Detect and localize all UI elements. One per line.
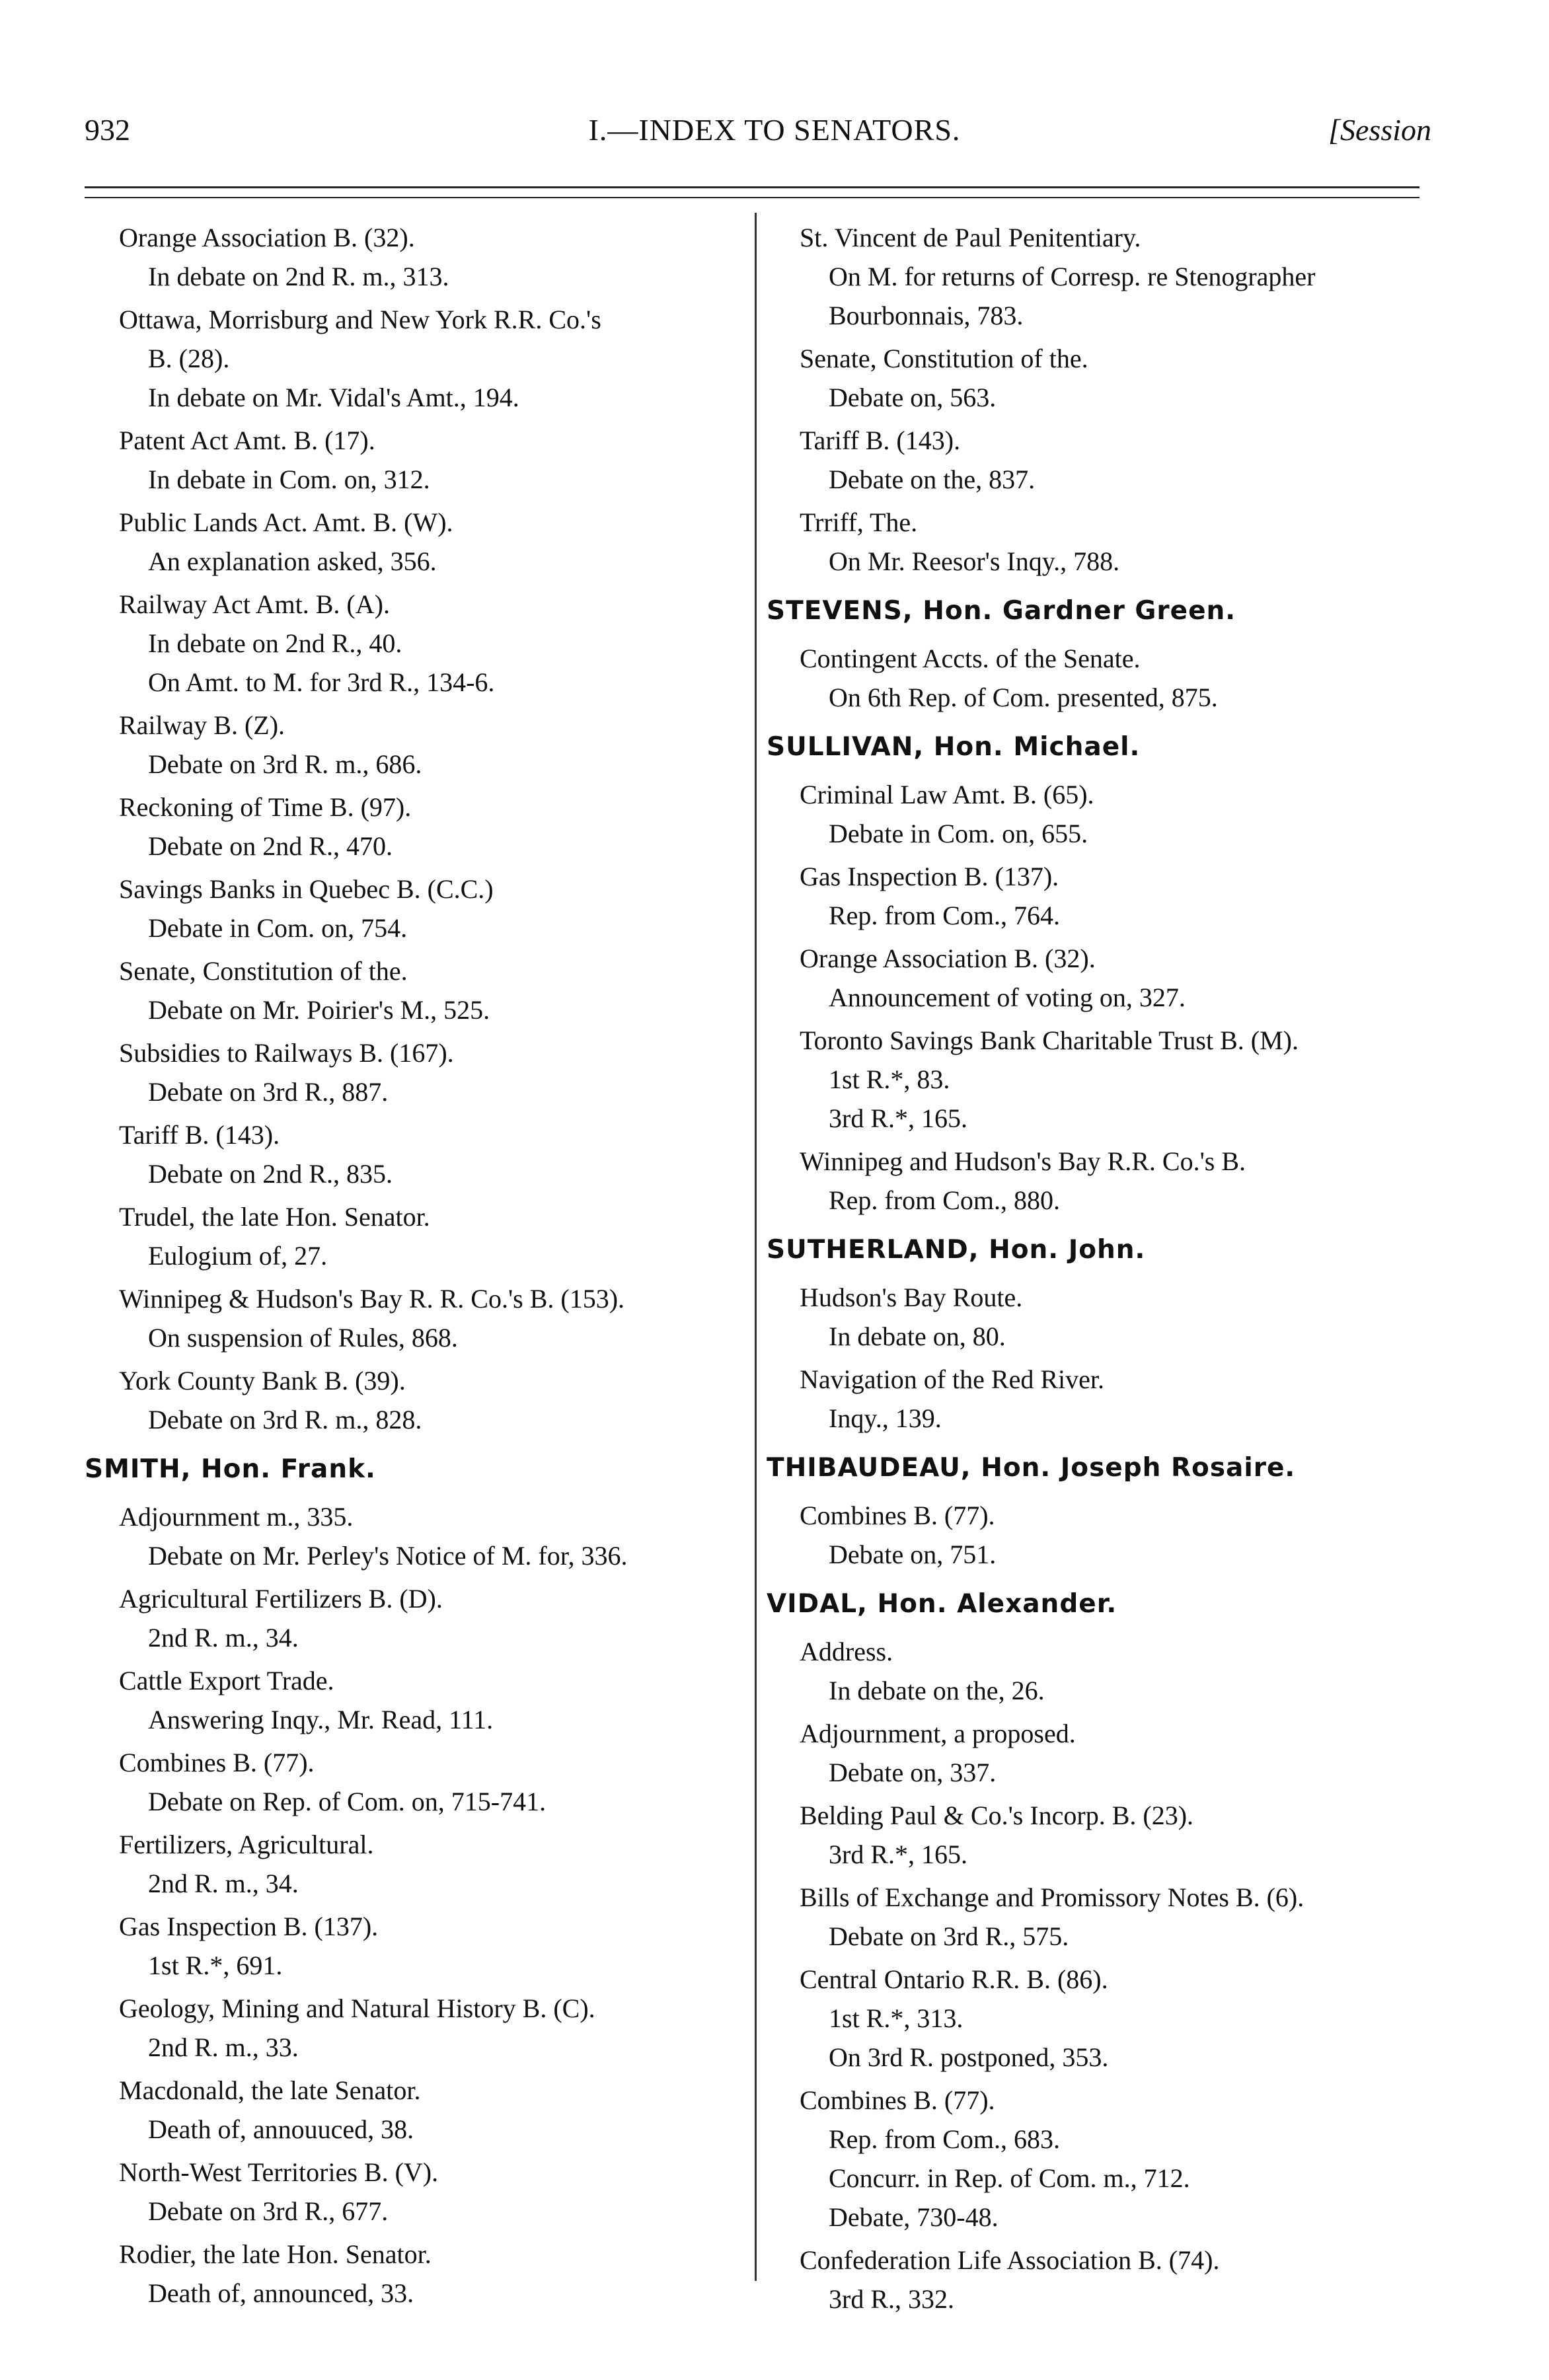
entry-subject: Senate, Constitution of the. [800,344,1088,373]
entry-reference: Inqy., 139. [829,1403,942,1433]
index-entry [765,503,1419,581]
entry-subject: Patent Act Amt. B. (17). [119,426,375,455]
entry-reference: Bourbonnais, 783. [829,301,1024,330]
left-column [85,218,742,2317]
index-entry [85,585,742,702]
entry-subject: Trriff, The. [800,507,918,537]
entry-subject: Winnipeg and Hudson's Bay R.R. Co.'s B. [800,1146,1246,1176]
entry-subject: Trudel, the late Hon. Senator. [119,1202,430,1232]
index-entry [85,1361,742,1439]
entry-reference: Rep. from Com., 683. [829,2124,1060,2154]
senator-heading: SMITH, Hon. Frank. [85,1454,376,1484]
entry-reference: In debate on, 80. [829,1321,1006,1351]
entry-reference: Debate on, 751. [829,1540,997,1569]
index-entry [765,218,1419,335]
entry-subject: Adjournment m., 335. [119,1502,354,1532]
entry-subject: Subsidies to Railways B. (167). [119,1038,454,1068]
index-entry [85,951,742,1029]
header-rule-bottom [85,197,1419,198]
entry-subject: Orange Association B. (32). [119,223,415,252]
index-entry [85,1989,742,2067]
senator-heading: SULLIVAN, Hon. Michael. [767,732,1141,762]
index-entry [765,2241,1419,2319]
entry-reference: 1st R.*, 313. [829,2003,963,2033]
entry-subject: Geology, Mining and Natural History B. (C). [119,1993,595,2023]
entry-subject: St. Vincent de Paul Penitentiary. [800,223,1141,252]
entry-reference: Debate on 3rd R., 677. [148,2196,389,2226]
entry-reference: Debate on 3rd R. m., 686. [148,749,422,779]
entry-reference: Debate on Rep. of Com. on, 715-741. [148,1787,547,1816]
senator-heading: STEVENS, Hon. Gardner Green. [767,596,1236,626]
page-header [0,112,1549,152]
entry-reference: B. (28). [148,344,230,373]
entry-reference: 2nd R. m., 34. [148,1869,299,1898]
entry-reference: Concurr. in Rep. of Com. m., 712. [829,2163,1190,2193]
index-entry [85,706,742,784]
index-entry [765,2081,1419,2237]
index-entry [85,1197,742,1275]
index-entry [85,788,742,866]
entry-reference: Death of, announced, 33. [148,2278,414,2308]
index-entry [765,639,1419,717]
entry-subject: Belding Paul & Co.'s Incorp. B. (23). [800,1801,1194,1830]
index-entry [85,1033,742,1111]
entry-subject: Agricultural Fertilizers B. (D). [119,1584,443,1614]
entry-subject: Public Lands Act. Amt. B. (W). [119,507,453,537]
entry-reference: On 3rd R. postponed, 353. [829,2042,1109,2072]
entry-reference: Debate on 3rd R., 887. [148,1077,389,1107]
entry-reference: Answering Inqy., Mr. Read, 111. [148,1705,494,1734]
index-entry [85,1661,742,1739]
entry-subject: Reckoning of Time B. (97). [119,792,412,822]
page-number: 932 [85,113,130,147]
entry-subject: Combines B. (77). [800,2085,995,2115]
entry-reference: 3rd R., 332. [829,2284,954,2314]
entry-reference: Debate on 3rd R. m., 828. [148,1405,422,1434]
entry-reference: Debate, 730-48. [829,2202,999,2232]
entry-reference: Debate on 3rd R., 575. [829,1921,1069,1951]
entry-reference: Death of, annouuced, 38. [148,2114,414,2144]
entry-reference: 3rd R.*, 165. [829,1840,967,1869]
index-entry [85,421,742,499]
entry-subject: York County Bank B. (39). [119,1366,406,1395]
index-entry [85,1115,742,1193]
entry-reference: Eulogium of, 27. [148,1241,328,1271]
entry-reference: 1st R.*, 83. [829,1064,950,1094]
entry-reference: On M. for returns of Corresp. re Stenographer [829,262,1316,291]
entry-reference: An explanation asked, 356. [148,546,437,576]
entry-reference: On Amt. to M. for 3rd R., 134-6. [148,667,495,697]
entry-reference: Debate on 2nd R., 835. [148,1159,393,1189]
entry-subject: Tariff B. (143). [800,426,961,455]
entry-subject: Combines B. (77). [119,1748,315,1777]
entry-reference: Rep. from Com., 880. [829,1185,1060,1215]
entry-reference: Debate on, 563. [829,383,997,412]
index-entry [765,1632,1419,1710]
entry-reference: 2nd R. m., 34. [148,1623,299,1653]
entry-subject: Railway Act Amt. B. (A). [119,589,390,619]
index-entry [765,1714,1419,1792]
entry-reference: 3rd R.*, 165. [829,1103,967,1133]
entry-subject: Hudson's Bay Route. [800,1283,1023,1312]
entry-reference: On Mr. Reesor's Inqy., 788. [829,546,1120,576]
entry-subject: Criminal Law Amt. B. (65). [800,780,1094,809]
entry-reference: 2nd R. m., 33. [148,2032,299,2062]
entry-subject: Bills of Exchange and Promissory Notes B. (6). [800,1882,1304,1912]
entry-reference: Debate on 2nd R., 470. [148,831,393,861]
entry-subject: Confederation Life Association B. (74). [800,2245,1220,2275]
senator-heading: SUTHERLAND, Hon. John. [767,1235,1146,1265]
senator-heading: VIDAL, Hon. Alexander. [767,1589,1117,1619]
entry-subject: Gas Inspection B. (137). [800,862,1059,891]
index-entry [85,1743,742,1821]
index-entry [765,1496,1419,1574]
index-entry [765,775,1419,853]
entry-reference: Debate on, 337. [829,1758,997,1787]
index-entry [85,2153,742,2231]
index-entry [85,1279,742,1357]
entry-subject: Adjournment, a proposed. [800,1719,1076,1748]
index-entry [85,218,742,296]
entry-reference: In debate on Mr. Vidal's Amt., 194. [148,383,519,412]
entry-reference: In debate on the, 26. [829,1676,1045,1705]
entry-subject: Navigation of the Red River. [800,1364,1105,1394]
index-entry [765,1278,1419,1356]
right-column [765,218,1419,2323]
page-title: I.—INDEX TO SENATORS. [588,113,961,147]
index-entry [85,1825,742,1903]
entry-subject: Winnipeg & Hudson's Bay R. R. Co.'s B. (153). [119,1284,625,1314]
index-entry [85,1497,742,1575]
entry-subject: Senate, Constitution of the. [119,956,408,986]
entry-reference: Debate on Mr. Perley's Notice of M. for, 336. [148,1541,628,1571]
entry-reference: Debate in Com. on, 754. [148,913,408,943]
running-head-session: [Session [1328,113,1431,147]
entry-subject: Central Ontario R.R. B. (86). [800,1964,1108,1994]
entry-subject: Tariff B. (143). [119,1120,280,1150]
entry-subject: Contingent Accts. of the Senate. [800,644,1141,673]
entry-reference: 1st R.*, 691. [148,1951,283,1980]
entry-subject: Toronto Savings Bank Charitable Trust B. (M). [800,1025,1299,1055]
index-entry [765,1021,1419,1138]
index-entry [765,421,1419,499]
entry-subject: Gas Inspection B. (137). [119,1912,379,1941]
entry-subject: Combines B. (77). [800,1501,995,1530]
index-entry [765,1878,1419,1956]
entry-reference: In debate in Com. on, 312. [148,465,430,494]
entry-reference: Rep. from Com., 764. [829,901,1060,930]
entry-subject: Savings Banks in Quebec B. (C.C.) [119,874,494,904]
entry-reference: On suspension of Rules, 868. [148,1323,458,1353]
senator-heading: THIBAUDEAU, Hon. Joseph Rosaire. [767,1453,1296,1483]
entry-subject: Railway B. (Z). [119,710,285,740]
entry-reference: Debate on the, 837. [829,465,1036,494]
entry-subject: Address. [800,1637,893,1666]
index-entry [85,2235,742,2313]
entry-reference: Debate on Mr. Poirier's M., 525. [148,995,490,1025]
entry-reference: In debate on 2nd R., 40. [148,628,402,658]
index-entry [85,300,742,417]
index-entry [85,870,742,948]
entry-subject: Orange Association B. (32). [800,944,1096,973]
index-entry [85,503,742,581]
index-entry [765,1960,1419,2077]
entry-reference: In debate on 2nd R. m., 313. [148,262,449,291]
entry-subject: Cattle Export Trade. [119,1666,334,1695]
entry-subject: Ottawa, Morrisburg and New York R.R. Co.'s [119,305,601,334]
entry-reference: On 6th Rep. of Com. presented, 875. [829,683,1218,712]
index-entry [765,1796,1419,1874]
entry-reference: Announcement of voting on, 327. [829,983,1186,1012]
index-entry [765,339,1419,417]
entry-subject: Rodier, the late Hon. Senator. [119,2239,432,2269]
index-entry [765,1142,1419,1220]
entry-subject: North-West Territories B. (V). [119,2157,439,2187]
entry-subject: Fertilizers, Agricultural. [119,1830,374,1859]
index-entry [85,1907,742,1985]
entry-reference: Debate in Com. on, 655. [829,819,1088,848]
index-entry [765,939,1419,1017]
index-entry [765,857,1419,935]
entry-subject: Macdonald, the late Senator. [119,2075,421,2105]
index-entry [765,1360,1419,1438]
column-divider [755,213,757,2281]
index-entry [85,1579,742,1657]
header-rule-top [85,186,1419,188]
index-entry [85,2071,742,2149]
